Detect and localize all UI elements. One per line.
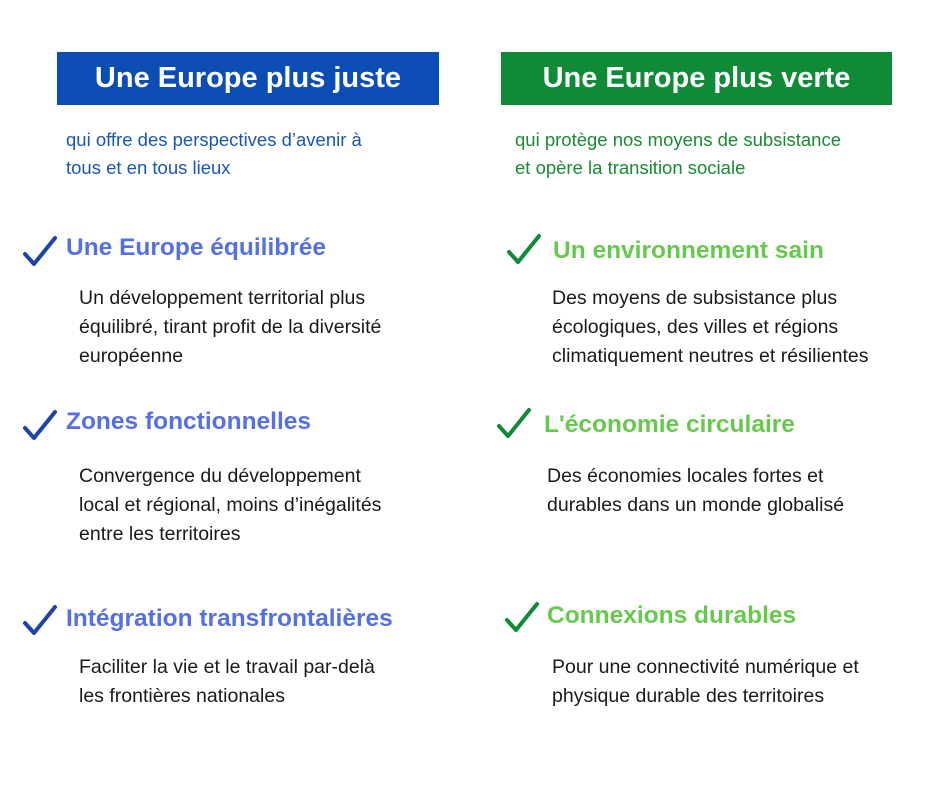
description-line: Faciliter la vie et le travail par-delà [79, 656, 375, 678]
item-description-functional-zones [79, 462, 381, 549]
left-subtitle [66, 126, 362, 182]
item-title-circular-economy: L'économie circulaire [544, 411, 795, 438]
left-heading-banner [57, 52, 439, 105]
right-heading: Une Europe plus verte [542, 62, 851, 94]
description-line: Un développement territorial plus [79, 287, 366, 309]
item-description-cross-border-integration [79, 653, 375, 711]
item-description-sustainable-connections [552, 653, 859, 711]
item-title-functional-zones: Zones fonctionnelles [66, 408, 312, 435]
item-title-balanced-europe: Une Europe équilibrée [66, 234, 327, 261]
description-line: physique durable des territoires [552, 685, 825, 707]
left-heading: Une Europe plus juste [94, 62, 402, 94]
checkmark-icon [22, 408, 58, 444]
description-line: équilibré, tirant profit de la diversité [79, 316, 382, 338]
checkmark-icon [506, 232, 542, 268]
item-title-cross-border-integration: Intégration transfrontalières [66, 605, 393, 632]
item-description-circular-economy [547, 462, 844, 520]
description-line: local et régional, moins d’inégalités [79, 494, 382, 516]
checkmark-icon [22, 234, 58, 270]
right-subtitle-line: qui protège nos moyens de subsistance [515, 129, 842, 150]
description-line: Des économies locales fortes et [547, 465, 824, 487]
description-line: les frontières nationales [79, 685, 285, 707]
checkmark-icon [22, 603, 58, 639]
left-subtitle-line: tous et en tous lieux [66, 157, 231, 178]
checkmark-icon [504, 600, 540, 636]
checkmark-icon [496, 406, 532, 442]
description-line: écologiques, des villes et régions [552, 316, 839, 338]
description-line: entre les territoires [79, 523, 241, 545]
description-line: Des moyens de subsistance plus [552, 287, 838, 309]
description-line: Pour une connectivité numérique et [552, 656, 859, 678]
right-subtitle-line: et opère la transition sociale [515, 157, 746, 178]
description-line: climatiquement neutres et résilientes [552, 345, 869, 367]
left-subtitle-line: qui offre des perspectives d’avenir à [66, 129, 362, 150]
item-title-sustainable-connections: Connexions durables [547, 602, 797, 629]
item-description-healthy-environment [552, 284, 869, 371]
description-line: durables dans un monde globalisé [547, 494, 845, 516]
description-line: européenne [79, 345, 184, 367]
description-line: Convergence du développement [79, 465, 361, 487]
item-description-balanced-europe [79, 284, 381, 371]
item-title-healthy-environment: Un environnement sain [553, 237, 824, 264]
right-heading-banner [501, 52, 892, 105]
right-subtitle [515, 126, 841, 182]
